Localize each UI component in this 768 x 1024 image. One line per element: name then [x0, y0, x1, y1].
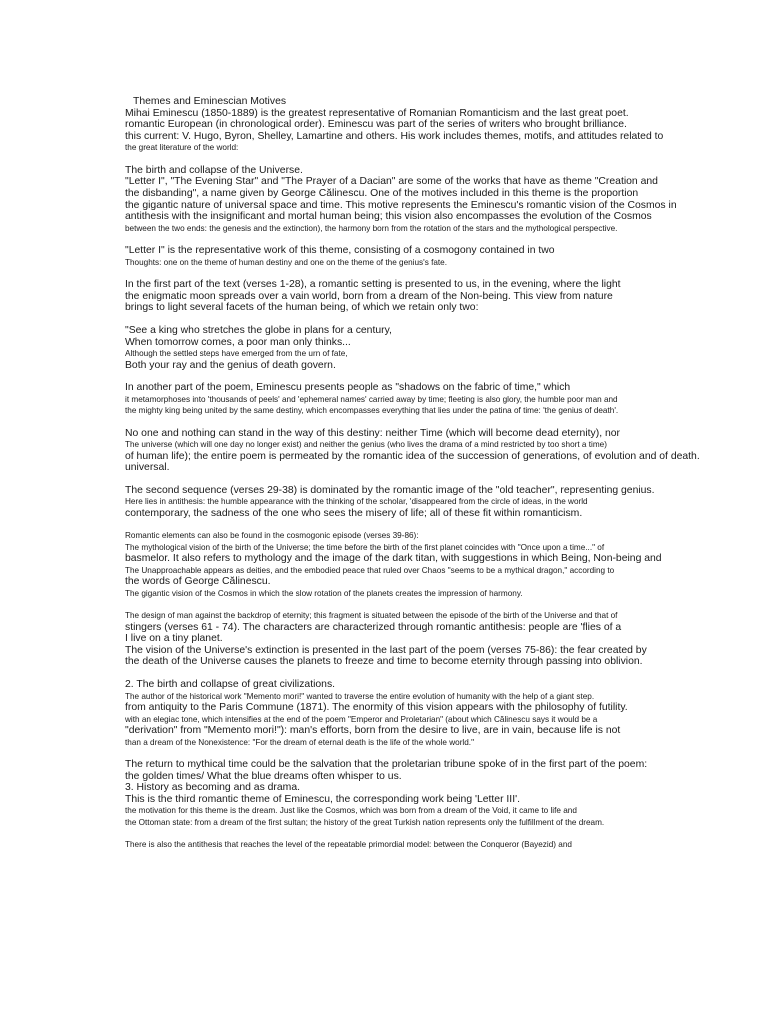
text-line: the great literature of the world: — [125, 143, 239, 153]
text-line: The vision of the Universe's extinction is presented in the last part of the poem (verses 75-86): the fear created by — [125, 644, 647, 656]
text-line: 2. The birth and collapse of great civilizations. — [125, 678, 336, 690]
text-line: The gigantic vision of the Cosmos in which the slow rotation of the planets creates the impression of harmony. — [125, 588, 523, 598]
text-line: from antiquity to the Paris Commune (1871). The enormity of this vision appears with the philosophy of futility. — [125, 701, 628, 713]
text-line: universal. — [125, 462, 170, 474]
text-line: Although the settled steps have emerged from the urn of fate, — [125, 349, 348, 359]
paragraph-gap — [125, 371, 725, 382]
paragraph-gap — [125, 474, 725, 485]
text-line: Mihai Eminescu (1850-1889) is the greatest representative of Romanian Romanticism and the last great poet. — [125, 107, 629, 119]
text-line: The return to mythical time could be the salvation that the proletarian tribune spoke of in the first part of the poem: — [125, 758, 648, 770]
text-line: the words of George Călinescu. — [125, 576, 271, 588]
paragraph-gap — [125, 417, 725, 428]
text-line: contemporary, the sadness of the one who sees the misery of life; all of these fit within romanticism. — [125, 507, 583, 519]
paragraph-gap — [125, 314, 725, 325]
text-line: with an elegiac tone, which intensifies at the end of the poem "Emperor and Proletarian" (about which Călinescu says it would be a — [125, 714, 598, 724]
document-body — [125, 96, 725, 851]
text-line: this current: V. Hugo, Byron, Shelley, Lamartine and others. His work includes themes, motifs, and attitudes related to — [125, 130, 664, 142]
text-line: Both your ray and the genius of death govern. — [125, 359, 336, 371]
text-line: The author of the historical work "Memento mori!" wanted to traverse the entire evolution of humanity with the help of a giant step. — [125, 691, 595, 701]
text-line: brings to light several facets of the human being, of which we retain only two: — [125, 302, 479, 314]
paragraph-gap — [125, 668, 725, 679]
text-line: When tomorrow comes, a poor man only thinks... — [125, 336, 351, 348]
text-line: the disbanding", a name given by George Călinescu. One of the motives included in this theme is the proportion — [125, 187, 639, 199]
text-line: 3. History as becoming and as drama. — [125, 782, 300, 794]
text-line: "derivation" from "Memento mori!"): man's efforts, born from the desire to live, are in vain, because life is not — [125, 724, 621, 736]
text-line: The second sequence (verses 29-38) is dominated by the romantic image of the "old teacher", representing genius. — [125, 484, 655, 496]
text-line: Thoughts: one on the theme of human destiny and one on the theme of the genius's fate. — [125, 257, 448, 267]
text-line: it metamorphoses into 'thousands of peels' and 'ephemeral names' carried away by time; fleeting is also glory, the humble poor man and — [125, 394, 618, 404]
text-line: In the first part of the text (verses 1-28), a romantic setting is presented to us, in the evening, where the light — [125, 279, 621, 291]
text-line: "See a king who stretches the globe in plans for a century, — [125, 324, 392, 336]
text-line: the gigantic nature of universal space and time. This motive represents the Eminescu's romantic vision of the Cosmos in — [125, 199, 677, 211]
text-line: of human life); the entire poem is permeated by the romantic idea of the succession of generations, of evolution and of death. — [125, 450, 700, 462]
document-title: Themes and Eminescian Motives — [133, 96, 287, 107]
paragraph-gap — [125, 154, 725, 165]
text-line: "Letter I", "The Evening Star" and "The Prayer of a Dacian" are some of the works that have as theme "Creation and — [125, 176, 658, 188]
text-line: Here lies in antithesis: the humble appearance with the thinking of the scholar, 'disappeared from the circle of ideas, in the world — [125, 497, 588, 507]
text-line: I live on a tiny planet. — [125, 633, 223, 645]
text-line: the death of the Universe causes the planets to freeze and time to become eternity through passing into oblivion. — [125, 656, 643, 668]
text-line: No one and nothing can stand in the way of this destiny: neither Time (which will become dead eternity), nor — [125, 427, 620, 439]
text-line: The design of man against the backdrop of eternity; this fragment is situated between the episode of the birth of the Universe and that of — [125, 611, 618, 621]
paragraph-gap — [125, 599, 725, 610]
text-line: than a dream of the Nonexistence: "For the dream of eternal death is the life of the whole world." — [125, 737, 474, 747]
text-line: The universe (which will one day no longer exist) and neither the genius (who lives the drama of a mind restricted by too short a time) — [125, 440, 607, 450]
text-line: stingers (verses 61 - 74). The characters are characterized through romantic antithesis: people are 'flies of a — [125, 621, 622, 633]
text-line: The Unapproachable appears as deities, and the embodied peace that ruled over Chaos "seems to be a mythical dragon," according to — [125, 565, 615, 575]
paragraph-gap — [125, 519, 725, 530]
text-line: the enigmatic moon spreads over a vain world, born from a dream of the Non-being. This view from nature — [125, 290, 613, 302]
text-line: The mythological vision of the birth of the Universe; the time before the birth of the first planet coincides with "Once upon a time..." of — [125, 542, 605, 552]
text-line: the golden times/ What the blue dreams often whisper to us. — [125, 770, 402, 782]
text-line: In another part of the poem, Eminescu presents people as "shadows on the fabric of time," which — [125, 382, 571, 394]
text-line: the mighty king being united by the same destiny, which encompasses everything that lies under the patina of time: 'the genius of death'. — [125, 406, 619, 416]
text-line: the motivation for this theme is the dream. Just like the Cosmos, which was born from a dream of the Void, it came to life and — [125, 806, 577, 816]
text-line: basmelor. It also refers to mythology and the image of the dark titan, with suggestions in which Being, Non-being and — [125, 553, 662, 565]
text-line: between the two ends: the genesis and the extinction), the harmony born from the rotation of the stars and the mythological perspective. — [125, 223, 618, 233]
paragraph-gap — [125, 828, 725, 839]
text-line: "Letter I" is the representative work of this theme, consisting of a cosmogony contained in two — [125, 245, 555, 257]
text-line: the Ottoman state: from a dream of the first sultan; the history of the great Turkish nation represents only the fulfillment of the dream. — [125, 817, 605, 827]
paragraph-gap — [125, 748, 725, 759]
text-line: romantic European (in chronological order). Eminescu was part of the series of writers who brought brilliance. — [125, 119, 627, 131]
text-line: antithesis with the insignificant and mortal human being; this vision also encompasses the evolution of the Cosmos — [125, 211, 652, 223]
text-line: The birth and collapse of the Universe. — [125, 164, 303, 176]
paragraph-gap — [125, 268, 725, 279]
text-line: Romantic elements can also be found in the cosmogonic episode (verses 39-86): — [125, 531, 419, 541]
text-line: This is the third romantic theme of Eminescu, the corresponding work being 'Letter III'. — [125, 793, 520, 805]
paragraph-gap — [125, 234, 725, 245]
text-line: There is also the antithesis that reaches the level of the repeatable primordial model: between the Conqueror (Bayezid) and — [125, 840, 572, 850]
